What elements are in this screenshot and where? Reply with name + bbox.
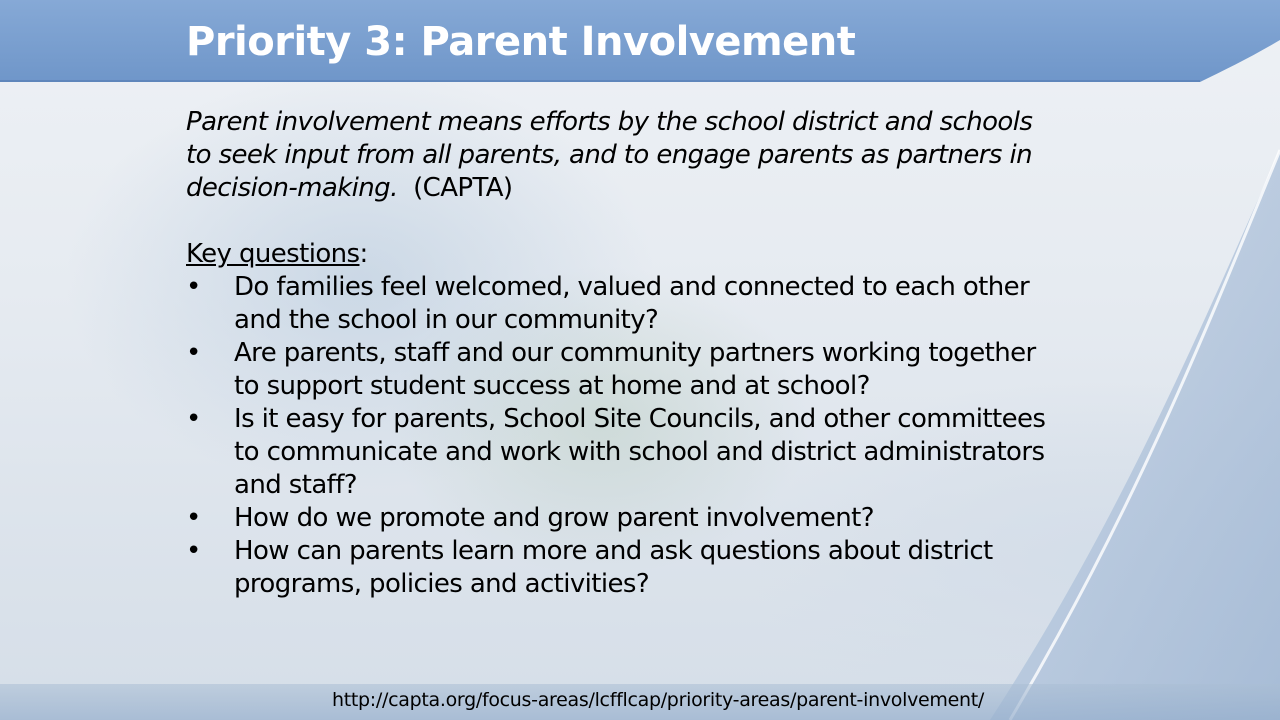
question-text: Are parents, staff and our community partners working together to support student success at home and at school? [234,338,1036,401]
key-questions-heading [186,238,1046,271]
key-questions-colon: : [359,239,368,269]
bullet-icon: • [186,503,201,533]
key-questions-label: Key questions [186,239,360,269]
question-text: How do we promote and grow parent involvement? [234,503,874,533]
list-item [186,337,1046,403]
question-text: Do families feel welcomed, valued and connected to each other and the school in our community? [234,272,1030,335]
list-item [186,271,1046,337]
definition-paragraph [186,106,1046,205]
list-item [186,502,1046,535]
bullet-icon: • [186,272,201,302]
footer-url-link[interactable] [0,685,1260,715]
question-text: Is it easy for parents, School Site Councils, and other committees to communicate and work with school and district administrators and staff? [234,404,1046,500]
key-questions-list [186,271,1046,601]
list-item [186,403,1046,502]
question-text: How can parents learn more and ask questions about district programs, policies and activities? [234,536,993,599]
footer-url-text[interactable]: http://capta.org/focus-areas/lcfflcap/priority-areas/parent-involvement/ [332,689,984,711]
bullet-icon: • [186,338,201,368]
definition-source: (CAPTA) [413,173,513,203]
bullet-icon: • [186,536,201,566]
definition-text: Parent involvement means efforts by the school district and schools to seek input from all parents, and to engage parents as partners in decision-making. [186,107,1033,203]
slide-content [186,106,1046,601]
bullet-icon: • [186,404,201,434]
slide-title: Priority 3: Parent Involvement [186,19,856,65]
list-item [186,535,1046,601]
